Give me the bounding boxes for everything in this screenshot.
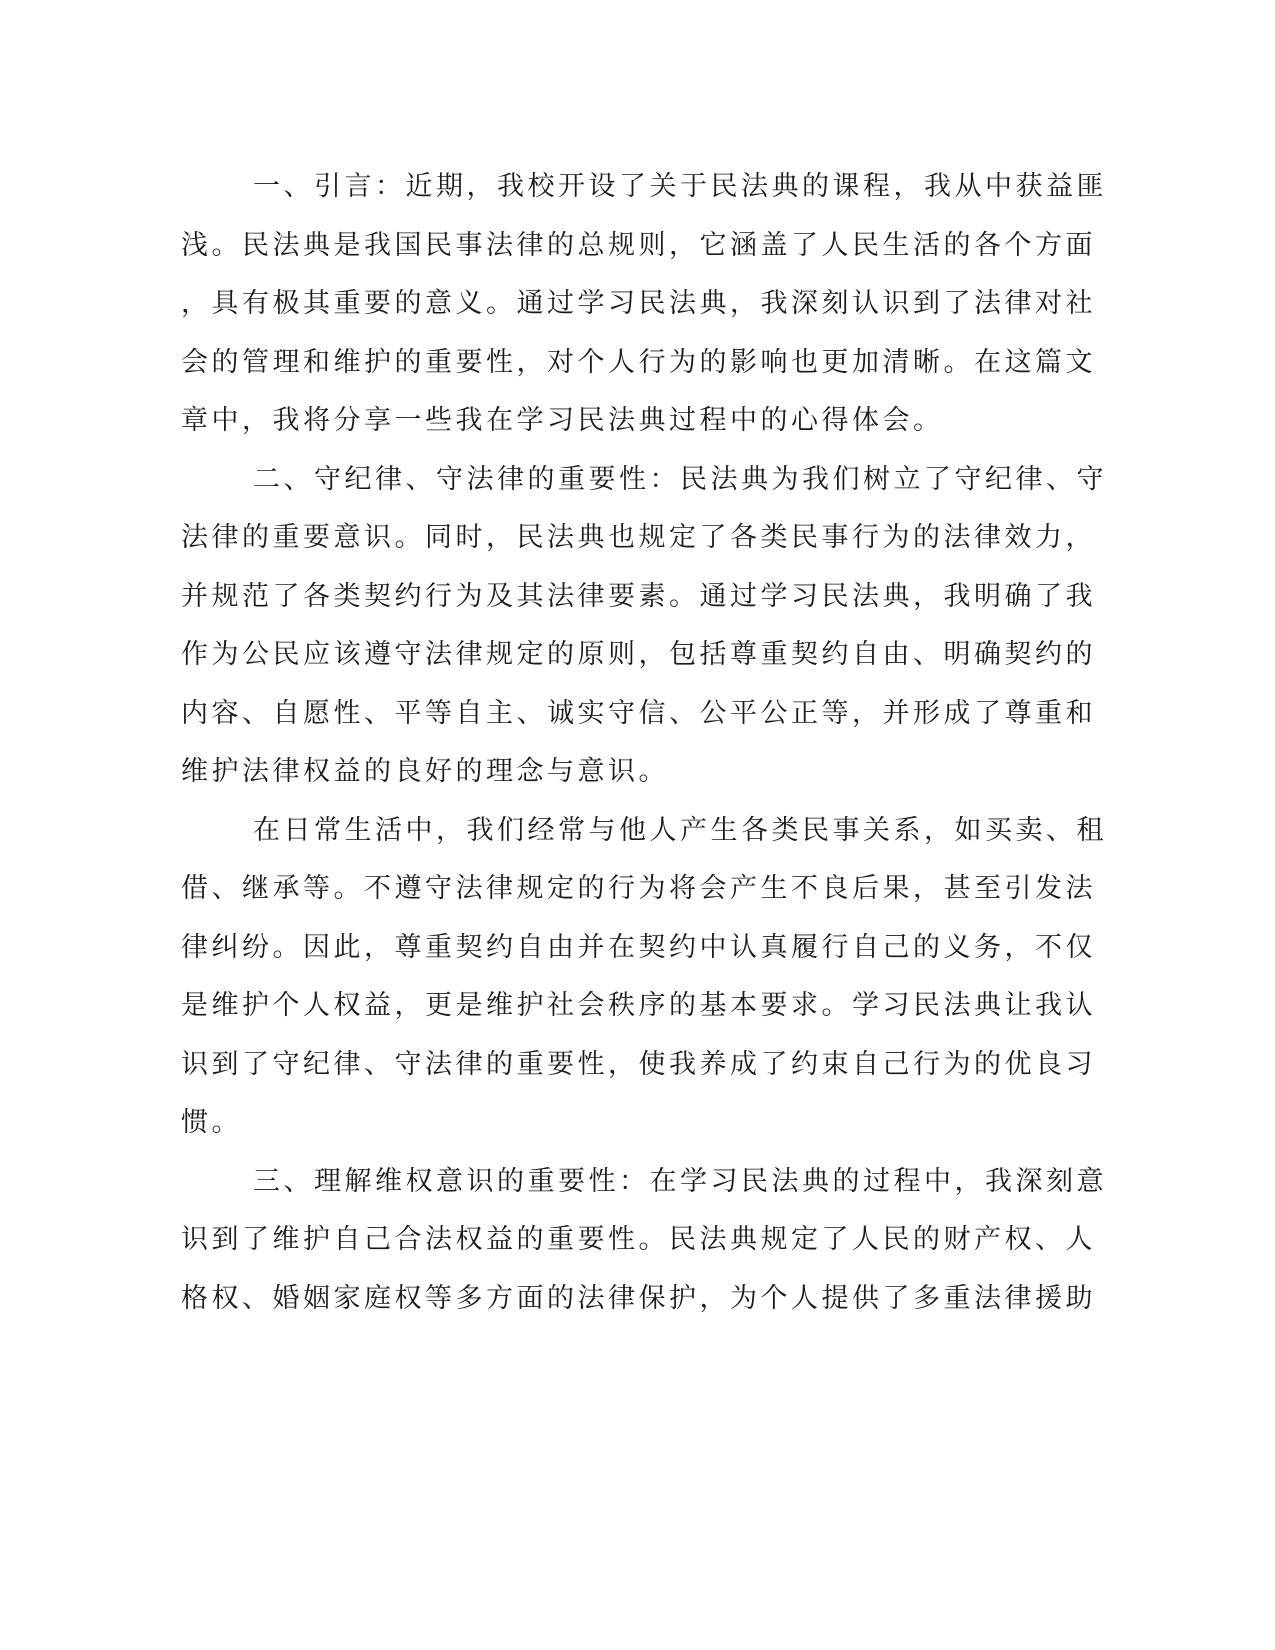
paragraph-2-line-5: 内容、自愿性、平等自主、诚实守信、公平公正等，并形成了尊重和 <box>181 697 1096 729</box>
paragraph-2-line-1: 二、守纪律、守法律的重要性：民法典为我们树立了守纪律、守 <box>253 463 1107 495</box>
document-body <box>181 158 1107 1328</box>
paragraph-1-line-1: 一、引言：近期，我校开设了关于民法典的课程，我从中获益匪 <box>253 171 1107 202</box>
paragraph-1-line-2: 浅。民法典是我国民事法律的总规则，它涵盖了人民生活的各个方面 <box>181 229 1096 261</box>
paragraph-3-line-1: 在日常生活中，我们经常与他人产生各类民事关系，如买卖、租 <box>253 814 1107 846</box>
paragraph-2-line-2: 法律的重要意识。同时，民法典也规定了各类民事行为的法律效力， <box>181 522 1096 553</box>
paragraph-1-line-4: 会的管理和维护的重要性，对个人行为的影响也更加清晰。在这篇文 <box>181 346 1096 378</box>
paragraph-2-line-6: 维护法律权益的良好的理念与意识。 <box>181 756 669 787</box>
paragraph-3-line-2: 借、继承等。不遵守法律规定的行为将会产生不良后果，甚至引发法 <box>181 873 1096 904</box>
paragraph-2-line-3: 并规范了各类契约行为及其法律要素。通过学习民法典，我明确了我 <box>181 580 1096 612</box>
paragraph-2-line-4: 作为公民应该遵守法律规定的原则，包括尊重契约自由、明确契约的 <box>181 639 1096 670</box>
paragraph-4-line-3: 格权、婚姻家庭权等多方面的法律保护，为个人提供了多重法律援助 <box>181 1282 1096 1314</box>
paragraph-3-line-5: 识到了守纪律、守法律的重要性，使我养成了约束自己行为的优良习 <box>181 1048 1096 1080</box>
paragraph-4-line-2: 识到了维护自己合法权益的重要性。民法典规定了人民的财产权、人 <box>181 1224 1096 1255</box>
paragraph-3-line-4: 是维护个人权益，更是维护社会秩序的基本要求。学习民法典让我认 <box>181 990 1096 1021</box>
paragraph-1-line-5: 章中，我将分享一些我在学习民法典过程中的心得体会。 <box>181 405 944 436</box>
paragraph-3-line-6: 惯。 <box>181 1107 242 1138</box>
paragraph-4-line-1: 三、理解维权意识的重要性：在学习民法典的过程中，我深刻意 <box>253 1165 1107 1197</box>
paragraph-3-line-3: 律纠纷。因此，尊重契约自由并在契约中认真履行自己的义务，不仅 <box>181 931 1096 963</box>
paragraph-1-line-3: ，具有极其重要的意义。通过学习民法典，我深刻认识到了法律对社 <box>181 288 1096 319</box>
